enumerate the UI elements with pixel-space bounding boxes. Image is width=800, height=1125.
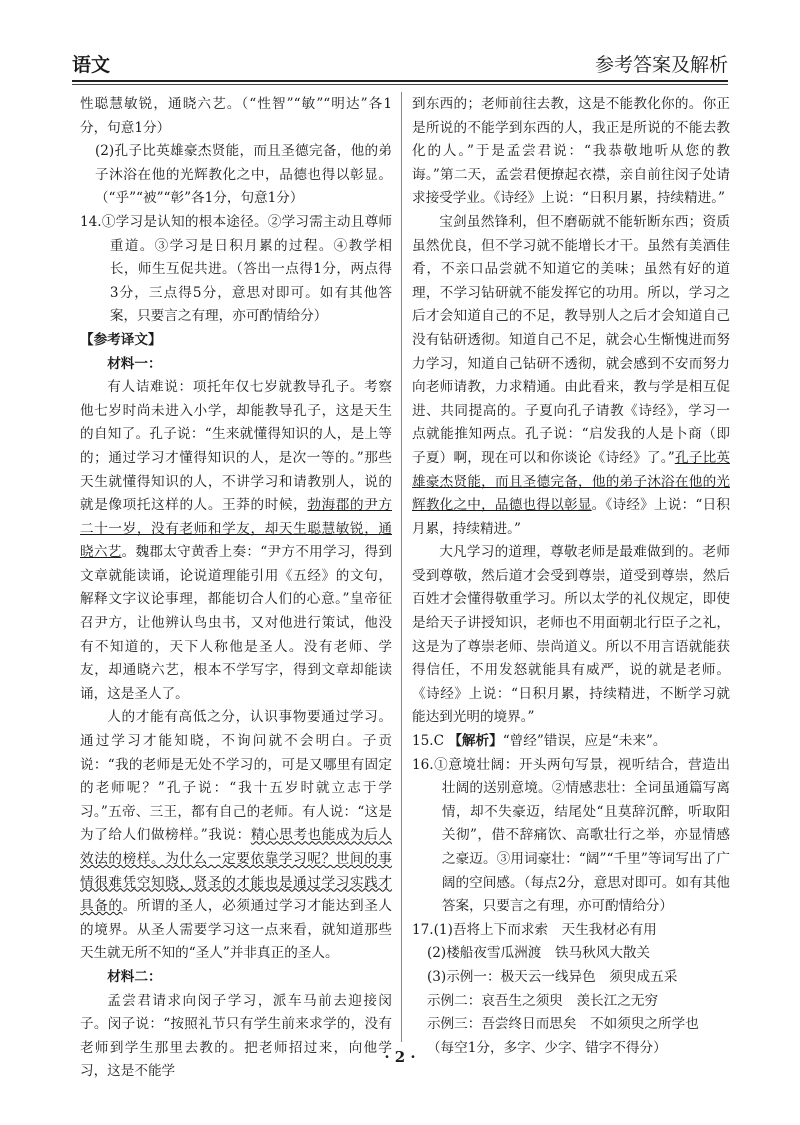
q17-scoring-note: （每空1分，多字、少字、错字不得分） bbox=[426, 1039, 667, 1056]
m1-p2-wavy-underlined: 精心思考也能成为后人效法的榜样。为什么一定要依靠学习呢？世间的事情很难凭空知晓，贤圣的才能也是通过学习实践才具备的 bbox=[80, 827, 392, 915]
right-column bbox=[412, 93, 730, 1060]
material-one-title: 材料一： bbox=[107, 355, 162, 372]
column-divider bbox=[401, 92, 402, 1042]
material-two-title: 材料二： bbox=[107, 968, 162, 985]
material-two-paragraph-1-continued: 到东西的；老师前往去教，这是不能教化你的。你正是所说的不能学到东西的人，我正是所说的不能去教化的人。”于是孟尝君说：“我恭敬地听从您的教诲。”第二天，孟尝君便撩起衣襟，亲自前往闵子处请求接受学业。《诗经》上说：“日积月累，持续精进。” bbox=[412, 96, 730, 207]
q15-choice: 15.C bbox=[412, 733, 449, 750]
q17-example-2: 示例二：哀吾生之须臾 羡长江之无穷 bbox=[426, 992, 659, 1009]
page-number: · 2 · bbox=[384, 1048, 416, 1066]
q15-analysis: “曾经”错误，应是“未来”。 bbox=[502, 733, 667, 750]
m2-p2-underlined: 孔子比英雄豪杰贤能，而且圣德完备，他的弟子沐浴在他的光辉教化之中，品德也得以彰显 bbox=[412, 449, 730, 514]
header-title: 参考答案及解析 bbox=[594, 54, 728, 76]
reference-translation-title: 【参考译文】 bbox=[80, 331, 162, 348]
q17-answer-1: 17.(1)吾将上下而求索 天生我材必有用 bbox=[412, 921, 657, 938]
q17-answer-3: (3)示例一：极天云一线异色 须臾成五采 bbox=[426, 968, 678, 985]
m2-p2-text-a: 宝剑虽然锋利，但不磨砺就不能斩断东西；资质虽然优良，但不学习就不能增长才干。虽然有美酒佳肴，不亲口品尝就不知道它的美味；虽然有好的道理，不学习钻研就不能发挥它的功用。所以，学习之后才会知道自己的不足，教导别人之后才会知道自己没有钻研透彻。知道自己不足，就会心生惭愧进而努力学习，知道自己钻研不透彻，就会感到不安而努力向老师请教，力求精通。由此看来，教与学是相互促进、共同提高的。子夏向孔子请教《诗经》，学习一点就能推知两点。孔子说：“启发我的人是卜商（即子夏）啊，现在可以和你谈论《诗经》了。” bbox=[412, 213, 730, 466]
page-header bbox=[72, 46, 728, 82]
m2-p2-text-b: 。《诗经》上说：“日积月累，持续精进。” bbox=[412, 497, 730, 537]
left-column bbox=[80, 93, 392, 1084]
q17-example-3: 示例三：吾尝终日而思矣 不如须臾之所学也 bbox=[426, 1016, 699, 1033]
material-two-paragraph-2 bbox=[412, 211, 730, 541]
material-one-paragraph-1 bbox=[80, 376, 392, 706]
q13-answer-2: (2)孔子比英雄豪杰贤能，而且圣德完备，他的弟子沐浴在他的光辉教化之中，品德也得以彰显。（“乎”“被”“彰”各1分，句意1分） bbox=[94, 143, 392, 207]
subject-label: 语文 bbox=[72, 54, 111, 76]
header-rule bbox=[72, 84, 728, 85]
q13-answer-continued: 性聪慧敏锐，通晓六艺。（“性智”“敏”“明达”各1分，句意1分） bbox=[80, 96, 392, 136]
q17-answer-2: (2)楼船夜雪瓜洲渡 铁马秋风大散关 bbox=[426, 945, 651, 962]
q16-answer: 16.①意境壮阔：开头两句写景，视听结合，营造出壮阔的送别意境。②情感悲壮：全词虽通篇写离情，却不失豪迈，结尾处“且莫辞沉醉，听取阳关彻”，借不辞痛饮、高歌壮行之举，亦显情感之豪迈。③用词豪壮：“阔”“千里”等词写出了广阔的空间感。（每点2分，意思对即可。如有其他答案，只要言之有理，亦可酌情给分） bbox=[412, 756, 730, 915]
m1-p2-text-a: 人的才能有高低之分，认识事物要通过学习。通过学习才能知晓，不询问就不会明白。子贡说：“我的老师是无处不学习的，可是又哪里有固定的老师呢？”孔子说：“我十五岁时就立志于学习。”五帝、三王，都有自己的老师。有人说：“这是为了给人们做榜样。”我说： bbox=[80, 709, 392, 844]
q15-analysis-label: 【解析】 bbox=[448, 733, 503, 750]
m1-p1-text-a: 有人诘难说：项托年仅七岁就教导孔子。考察他七岁时尚未进入小学，却能教导孔子，这是天生的自知了。孔子说：“生来就懂得知识的人，是上等的；通过学习才懂得知识的人，是次一等的。”那些天生就懂得知识的人，不讲学习和请教别人，说的就是像项托这样的人。王莽的时候， bbox=[80, 379, 392, 514]
q15-answer bbox=[412, 730, 730, 754]
material-two-paragraph-3: 大凡学习的道理，尊敬老师是最难做到的。老师受到尊敬，然后道才会受到尊崇，道受到尊崇，然后百姓才会懂得敬重学习。所以太学的礼仪规定，即使是给天子讲授知识，老师也不用面朝北行臣子之礼，这是为了尊崇老师、崇尚道义。所以不用言语就能获得信任，不用发怒就能具有威严，说的就是老师。《诗经》上说：“日积月累，持续精进，不断学习就能达到光明的境界。” bbox=[412, 544, 730, 726]
material-one-paragraph-2 bbox=[80, 706, 392, 966]
material-two-paragraph-1: 孟尝君请求向闵子学习，派车马前去迎接闵子。闵子说：“按照礼节只有学生前来求学的，没有老师到学生那里去教的。把老师招过来，向他学习，这是不能学 bbox=[80, 992, 392, 1080]
m1-p2-text-b: 。所谓的圣人，必须通过学习才能达到圣人的境界。从圣人需要学习这一点来看，就知道那些天生就无所不知的“圣人”并非真正的圣人。 bbox=[80, 898, 393, 962]
m1-p1-underlined: 勃海郡的尹方二十一岁，没有老师和学友，却天生聪慧敏锐，通晓六艺 bbox=[80, 497, 393, 561]
m1-p1-text-b: 。魏郡太守黄香上奏：“尹方不用学习，得到文章就能读诵，论说道理能引用《五经》的文句，解释文字议论事理，都能切合人们的心意。”皇帝征召尹方，让他辨认鸟虫书，又对他进行策试，他没有不知道的，天下人称他是圣人。没有老师、学友，却通晓六艺，根本不学写字，得到文章却能读诵，这是圣人了。 bbox=[80, 544, 393, 702]
q14-answer: 14.①学习是认知的根本途径。②学习需主动且尊师重道。③学习是日积月累的过程。④教学相长，师生互促共进。（答出一点得1分，两点得3分，三点得5分，意思对即可。如有其他答案，只要言之有理，亦可酌情给分） bbox=[80, 213, 392, 325]
